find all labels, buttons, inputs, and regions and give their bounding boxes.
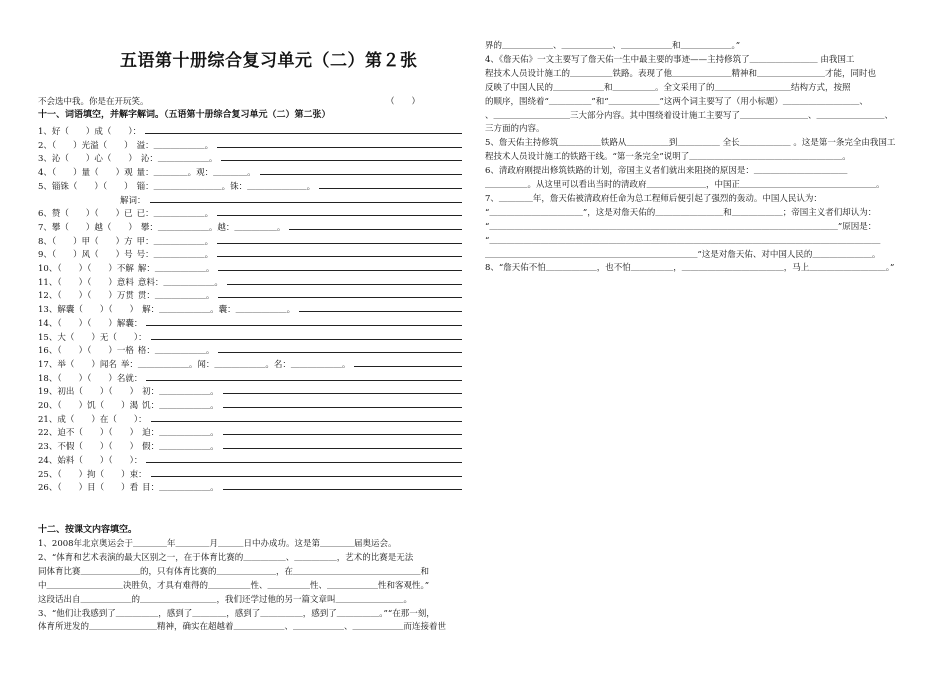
- question-prefix: 15、大（ ）无（ ）：: [38, 332, 147, 343]
- question-prefix: 2、（ ）光溢（ ）: [38, 140, 133, 151]
- answer-line[interactable]: [151, 330, 462, 340]
- answer-line[interactable]: [146, 453, 462, 463]
- question-row: [38, 371, 462, 385]
- fill-in-line: 程技术人员设计施工的铁路干线。“第一条完全”说明了＿＿＿＿＿＿＿＿＿＿＿＿＿＿＿＿＿＿。: [485, 152, 851, 163]
- answer-line[interactable]: [223, 439, 462, 449]
- question-prefix: 14、（ ）（ ）解囊：: [38, 318, 143, 329]
- question-prefix: 5、锱铢（ ）（ ）: [38, 181, 133, 192]
- answer-line[interactable]: [217, 138, 462, 148]
- question-answer-blanks: 号：＿＿＿＿＿＿。: [136, 250, 214, 261]
- question-row: [38, 151, 462, 165]
- question-row: [38, 288, 462, 302]
- question-prefix: 25、（ ）拘（ ）束：: [38, 469, 147, 480]
- section12-heading: 十二、按课文内容填空。: [38, 525, 138, 535]
- question-prefix: 3、沁（ ）心（ ）: [38, 154, 137, 165]
- question-row: [38, 124, 462, 138]
- question-answer-blanks: 锱：＿＿＿＿＿＿＿＿。铢：＿＿＿＿＿＿＿。: [136, 181, 316, 192]
- answer-line[interactable]: [223, 425, 462, 435]
- question-prefix: 21、成（ ）在（ ）：: [38, 414, 147, 425]
- fill-in-line: 的顺序，围绕着“＿＿＿＿＿”和“＿＿＿＿＿＿”这两个词主要写了（用小标题）＿＿＿＿＿＿＿＿＿、: [485, 96, 868, 107]
- answer-line[interactable]: [146, 316, 462, 326]
- question-prefix: 20、（ ）饥（ ）渴: [38, 401, 139, 411]
- question-row: [38, 302, 462, 316]
- question-prefix: 13、解囊（ ）（ ）: [38, 305, 139, 316]
- question-row: [38, 398, 462, 412]
- question-prefix: 26、（ ）目（ ）看: [38, 483, 139, 494]
- fill-in-line: 4、《詹天佑》一文主要写了詹天佑一生中最主要的事迹——主持修筑了＿＿＿＿＿＿＿＿ 由我国工: [485, 54, 855, 65]
- fill-in-line: 1、2008年北京奥运会于＿＿＿＿年＿＿＿＿月＿＿＿日中办成功。这是第＿＿＿＿届奥运会。: [38, 539, 397, 549]
- question-row: [38, 165, 462, 179]
- fill-in-line: 7、＿＿＿＿年，詹天佑被清政府任命为总工程师后便引起了强烈的轰动。中国人民认为：: [485, 193, 822, 204]
- question-answer-blanks: 甲：＿＿＿＿＿＿。: [136, 236, 214, 247]
- answer-line[interactable]: [319, 179, 462, 189]
- answer-line[interactable]: [289, 220, 462, 230]
- fill-in-line: “＿＿＿＿＿＿＿＿＿＿＿”，这是对詹天佑的＿＿＿＿＿＿＿＿和＿＿＿＿＿＿；帝国主义者们却认为：: [485, 207, 877, 218]
- question-answer-blanks: 意料：＿＿＿＿＿＿。: [137, 277, 223, 288]
- question-prefix: 解词：: [120, 195, 146, 206]
- section11-heading: 十一、词语填空，并解字解词。（五语第十册综合复习单元（二）第二张）: [38, 110, 331, 120]
- intro-text: 不会选中我。你是在开玩笑。: [38, 97, 149, 107]
- fill-in-line: 这段话出自＿＿＿＿＿＿的＿＿＿＿＿＿＿＿＿，我们还学过他的另一篇文章叫＿＿＿＿＿＿＿＿。: [38, 594, 413, 605]
- question-answer-blanks: 量：＿＿＿＿。观：＿＿＿＿。: [136, 168, 256, 179]
- answer-line[interactable]: [221, 151, 462, 161]
- page-title: 五语第十册综合复习单元（二）第２张: [120, 51, 418, 71]
- answer-line[interactable]: [217, 206, 462, 216]
- question-answer-blanks: 举：＿＿＿＿＿＿。闻：＿＿＿＿＿＿。名：＿＿＿＿＿＿。: [120, 359, 351, 370]
- question-answer-blanks: 初：＿＿＿＿＿＿。: [142, 387, 219, 398]
- question-row: [38, 234, 462, 248]
- question-answer-blanks: 贯：＿＿＿＿＿＿。: [137, 291, 215, 302]
- answer-line[interactable]: [227, 275, 462, 285]
- question-row: [38, 220, 462, 234]
- question-answer-blanks: 沁：＿＿＿＿＿＿。: [140, 154, 218, 165]
- answer-line[interactable]: [260, 165, 462, 175]
- question-answer-blanks: 解：＿＿＿＿＿＿。囊：＿＿＿＿＿＿。: [142, 305, 296, 316]
- question-prefix: 9、（ ）风（ ）号: [38, 250, 133, 261]
- answer-line[interactable]: [218, 288, 462, 298]
- question-row: [38, 206, 462, 220]
- fill-in-line: 3、“他们让我感到了＿＿＿＿＿，感到了＿＿＿＿，感到了＿＿＿＿＿，感到了＿＿＿＿＿。”“在那一刻，: [38, 608, 435, 619]
- answer-line[interactable]: [151, 412, 462, 422]
- question-prefix: 10、（ ）（ ）不解: [38, 264, 134, 274]
- intro-answer-paren: （ ）: [386, 97, 421, 107]
- answer-line[interactable]: [299, 302, 462, 312]
- question-prefix: 16、（ ）（ ）一格: [38, 346, 134, 357]
- answer-line[interactable]: [217, 247, 462, 257]
- question-prefix: 18、（ ）（ ）名就：: [38, 373, 143, 384]
- question-answer-blanks: 已：＿＿＿＿＿＿。: [136, 209, 214, 220]
- answer-line[interactable]: [218, 261, 462, 271]
- question-answer-blanks: 迫：＿＿＿＿＿＿。: [142, 428, 219, 439]
- fill-in-line: 同体育比赛＿＿＿＿＿＿＿的，只有体育比赛的＿＿＿＿＿＿＿，在＿＿＿＿＿＿＿＿＿＿＿＿＿＿＿和: [38, 566, 430, 577]
- question-row: [38, 439, 462, 453]
- question-answer-blanks: 格：＿＿＿＿＿＿。: [137, 346, 215, 357]
- fill-in-line: 反映了中国人民的＿＿＿＿＿＿和＿＿＿＿＿。全文采用了的＿＿＿＿＿＿＿＿＿结构方式，按照: [485, 82, 851, 93]
- question-answer-blanks: 溢：＿＿＿＿＿＿。: [136, 140, 214, 151]
- fill-in-line: 三方面的内容。: [485, 124, 545, 135]
- fill-in-line: 中＿＿＿＿＿＿＿＿＿决胜负，才具有难得的＿＿＿＿＿性、＿＿＿＿＿性、＿＿＿＿＿＿性和客观性。”: [38, 580, 430, 591]
- question-prefix: 6、赞（ ）（ ）已: [38, 209, 133, 220]
- question-row: [38, 425, 462, 439]
- question-answer-blanks: 目：＿＿＿＿＿＿。: [142, 483, 219, 494]
- answer-line[interactable]: [223, 384, 462, 394]
- fill-in-line: 、＿＿＿＿＿＿＿＿＿三大部分内容。其中围绕着设计施工主要写了＿＿＿＿＿＿＿＿、＿＿＿＿＿＿＿＿、: [485, 110, 894, 121]
- question-prefix: 23、不假（ ）（ ）: [38, 442, 139, 453]
- question-row: [38, 179, 462, 193]
- question-row: [38, 330, 462, 344]
- fill-in-line: 体育所迸发的＿＿＿＿＿＿＿＿精神，确实在超越着＿＿＿＿＿＿、＿＿＿＿＿＿、＿＿＿＿＿＿而连接着世: [38, 622, 447, 633]
- question-prefix: 1、好（ ）成（ ）：: [38, 127, 142, 137]
- fill-in-line: ＿＿＿＿＿＿＿＿＿＿＿＿＿＿＿＿＿＿＿＿＿＿＿＿＿”这是对詹天佑、对中国人民的＿＿＿＿＿＿＿。: [485, 249, 881, 260]
- fill-in-line: 8、“詹天佑不怕＿＿＿＿＿＿，也不怕＿＿＿＿＿，＿＿＿＿＿＿＿＿＿＿＿＿，马上＿＿＿＿＿＿＿＿＿。”: [485, 263, 895, 274]
- question-answer-blanks: 饥：＿＿＿＿＿＿。: [142, 401, 219, 411]
- question-row: [38, 138, 462, 152]
- fill-in-line: 程技术人员设计施工的＿＿＿＿＿铁路。表现了他＿＿＿＿＿＿＿精神和＿＿＿＿＿＿＿＿才能，同时也: [485, 68, 877, 79]
- question-row: [38, 247, 462, 261]
- answer-line[interactable]: [223, 480, 462, 490]
- fill-in-line: 6、清政府刚提出修筑铁路的计划，帝国主义者们就出来阻挠的原因是：＿＿＿＿＿＿＿＿＿＿＿: [485, 166, 848, 177]
- question-row: [38, 384, 462, 398]
- question-row: [38, 343, 462, 357]
- answer-line[interactable]: [354, 357, 462, 367]
- question-prefix: 24、始料（ ）（ ）：: [38, 455, 143, 466]
- question-prefix: 22、迫不（ ）（ ）: [38, 428, 139, 439]
- question-row: [38, 412, 462, 426]
- answer-line[interactable]: [150, 193, 462, 203]
- question-answer-blanks: 攀：＿＿＿＿＿＿。越：＿＿＿＿＿。: [140, 222, 286, 233]
- question-prefix: 12、（ ）（ ）万贯: [38, 291, 134, 302]
- question-row: [38, 357, 462, 371]
- question-row: [38, 453, 462, 467]
- answer-line[interactable]: [217, 234, 462, 244]
- intro-line: [38, 97, 458, 108]
- fill-in-line: “＿＿＿＿＿＿＿＿＿＿＿＿＿＿＿＿＿＿＿＿＿＿＿＿＿＿＿＿＿＿＿＿＿＿＿＿＿＿＿＿＿＿＿＿＿＿: [485, 235, 881, 246]
- question-row: [120, 193, 462, 207]
- fill-in-line: 界的＿＿＿＿＿＿、＿＿＿＿＿＿、＿＿＿＿＿＿和＿＿＿＿＿＿。”: [485, 41, 741, 51]
- question-answer-blanks: 解：＿＿＿＿＿＿。: [137, 264, 215, 274]
- question-row: [38, 316, 462, 330]
- answer-line[interactable]: [151, 467, 462, 477]
- question-row: [38, 261, 462, 275]
- question-prefix: 4、（ ）量（ ）观: [38, 168, 133, 179]
- question-prefix: 17、举（ ）闻名: [38, 359, 117, 370]
- question-prefix: 19、初出（ ）（ ）: [38, 387, 139, 398]
- answer-line[interactable]: [146, 371, 462, 381]
- fill-in-line: 2、“体育和艺术表演的最大区别之一，在于体育比赛的＿＿＿＿＿、＿＿＿＿＿，艺术的比赛是无法: [38, 552, 414, 563]
- question-prefix: 11、（ ）（ ）意料: [38, 277, 134, 288]
- answer-line[interactable]: [145, 124, 462, 134]
- question-row: [38, 467, 462, 481]
- answer-line[interactable]: [223, 398, 462, 408]
- question-row: [38, 480, 462, 494]
- question-row: [38, 275, 462, 289]
- fill-in-line: “＿＿＿＿＿＿＿＿＿＿＿＿＿＿＿＿＿＿＿＿＿＿＿＿＿＿＿＿＿＿＿＿＿＿＿＿＿＿＿＿＿”原因是：: [485, 221, 877, 232]
- fill-in-line: ＿＿＿＿＿。从这里可以看出当时的清政府＿＿＿＿＿＿＿，中国正＿＿＿＿＿＿＿＿＿＿＿＿＿＿＿＿。: [485, 180, 885, 190]
- question-prefix: 7、攀（ ）越（ ）: [38, 222, 137, 233]
- answer-line[interactable]: [218, 343, 462, 353]
- question-answer-blanks: 假：＿＿＿＿＿＿。: [142, 442, 219, 453]
- question-prefix: 8、（ ）甲（ ）方: [38, 236, 133, 247]
- fill-in-line: 5、詹天佑主持修筑＿＿＿＿＿铁路从＿＿＿＿＿到＿＿＿＿＿ 全长＿＿＿＿＿＿ 。这是第一条完全由我国工: [485, 138, 896, 149]
